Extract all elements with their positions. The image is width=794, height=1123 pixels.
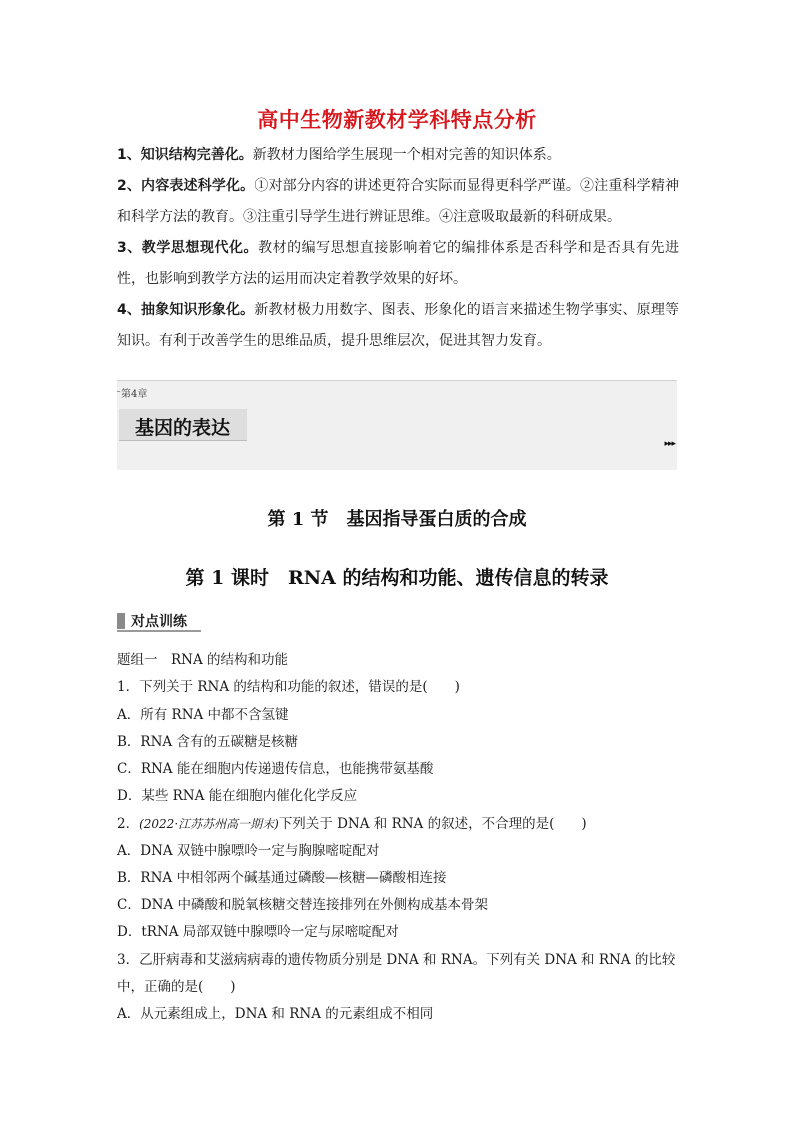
chapter-label: 第4章 xyxy=(121,389,148,400)
question-2-source: (2022·江苏苏州高一期末) xyxy=(139,817,279,831)
chapter-banner xyxy=(117,380,677,470)
question-1-option-c: C．RNA 能在细胞内传递遗传信息，也能携带氨基酸 xyxy=(117,761,434,777)
arrow-right-icon: ▸▸▸ xyxy=(664,439,675,449)
tag-underline xyxy=(117,630,201,632)
page-title: 高中生物新教材学科特点分析 xyxy=(257,108,537,132)
question-2-option-b: B．RNA 中相邻两个碱基通过磷酸—核糖—磷酸相连接 xyxy=(117,870,447,886)
question-1-stem: 1．下列关于 RNA 的结构和功能的叙述，错误的是( ) xyxy=(117,679,460,695)
feature-head: 4、抽象知识形象化。 xyxy=(117,302,255,318)
question-1-option-d: D．某些 RNA 能在细胞内催化化学反应 xyxy=(117,788,358,804)
feature-body: 新教材力图给学生展现一个相对完善的知识体系。 xyxy=(252,147,561,163)
question-2-text: 下列关于 DNA 和 RNA 的叙述，不合理的是( ) xyxy=(278,816,587,832)
question-1-option-b: B．RNA 含有的五碳糖是核糖 xyxy=(117,734,298,750)
section-title: 第 1 节 基因指导蛋白质的合成 xyxy=(267,509,527,530)
question-3-option-a: A．从元素组成上，DNA 和 RNA 的元素组成不相同 xyxy=(117,1006,434,1022)
question-2-option-a: A．DNA 双链中腺嘌呤一定与胸腺嘧啶配对 xyxy=(117,843,380,859)
question-3-stem-line2: 中，正确的是( ) xyxy=(117,979,236,995)
feature-paragraph-2 xyxy=(117,171,679,233)
question-3-stem-line1: 3．乙肝病毒和艾滋病病毒的遗传物质分别是 DNA 和 RNA。下列有关 DNA 和 RNA 的比较 xyxy=(117,952,676,968)
feature-head: 2、内容表述科学化。 xyxy=(117,178,255,194)
feature-paragraph-3 xyxy=(117,233,679,295)
question-1-option-a: A．所有 RNA 中都不含氢键 xyxy=(117,707,289,723)
group-heading: 题组一 RNA 的结构和功能 xyxy=(117,652,289,668)
feature-body: ①对部分内容的讲述更符合实际而显得更科学严谨。②注重科学精神和科学方法的教育。③注重引导学生进行辨证思维。④注意吸取最新的科研成果。 xyxy=(117,178,679,225)
banner-tick xyxy=(117,391,120,392)
feature-body: 新教材极力用数字、图表、形象化的语言来描述生物学事实、原理等知识。有利于改善学生的思维品质，提升思维层次，促进其智力发育。 xyxy=(117,302,679,349)
chapter-title: 基因的表达 xyxy=(135,417,231,439)
feature-head: 3、教学思想现代化。 xyxy=(117,240,259,256)
question-2-option-c: C．DNA 中磷酸和脱氧核糖交替连接排列在外侧构成基本骨架 xyxy=(117,897,489,913)
feature-paragraph-4 xyxy=(117,295,679,357)
tag-bar-icon xyxy=(117,613,125,629)
lesson-title: 第 1 课时 RNA 的结构和功能、遗传信息的转录 xyxy=(185,567,609,589)
question-2-number: 2． xyxy=(117,816,140,832)
practice-tag xyxy=(117,611,201,629)
tag-label: 对点训练 xyxy=(131,614,187,630)
feature-head: 1、知识结构完善化。 xyxy=(117,147,253,163)
feature-body: 教材的编写思想直接影响着它的编排体系是否科学和是否具有先进性，也影响到教学方法的运用而决定着教学效果的好坏。 xyxy=(117,240,679,287)
banner-rule xyxy=(117,380,677,381)
question-2-option-d: D．tRNA 局部双链中腺嘌呤一定与尿嘧啶配对 xyxy=(117,924,399,940)
question-2-stem xyxy=(117,812,679,832)
feature-paragraph-1 xyxy=(117,140,679,171)
